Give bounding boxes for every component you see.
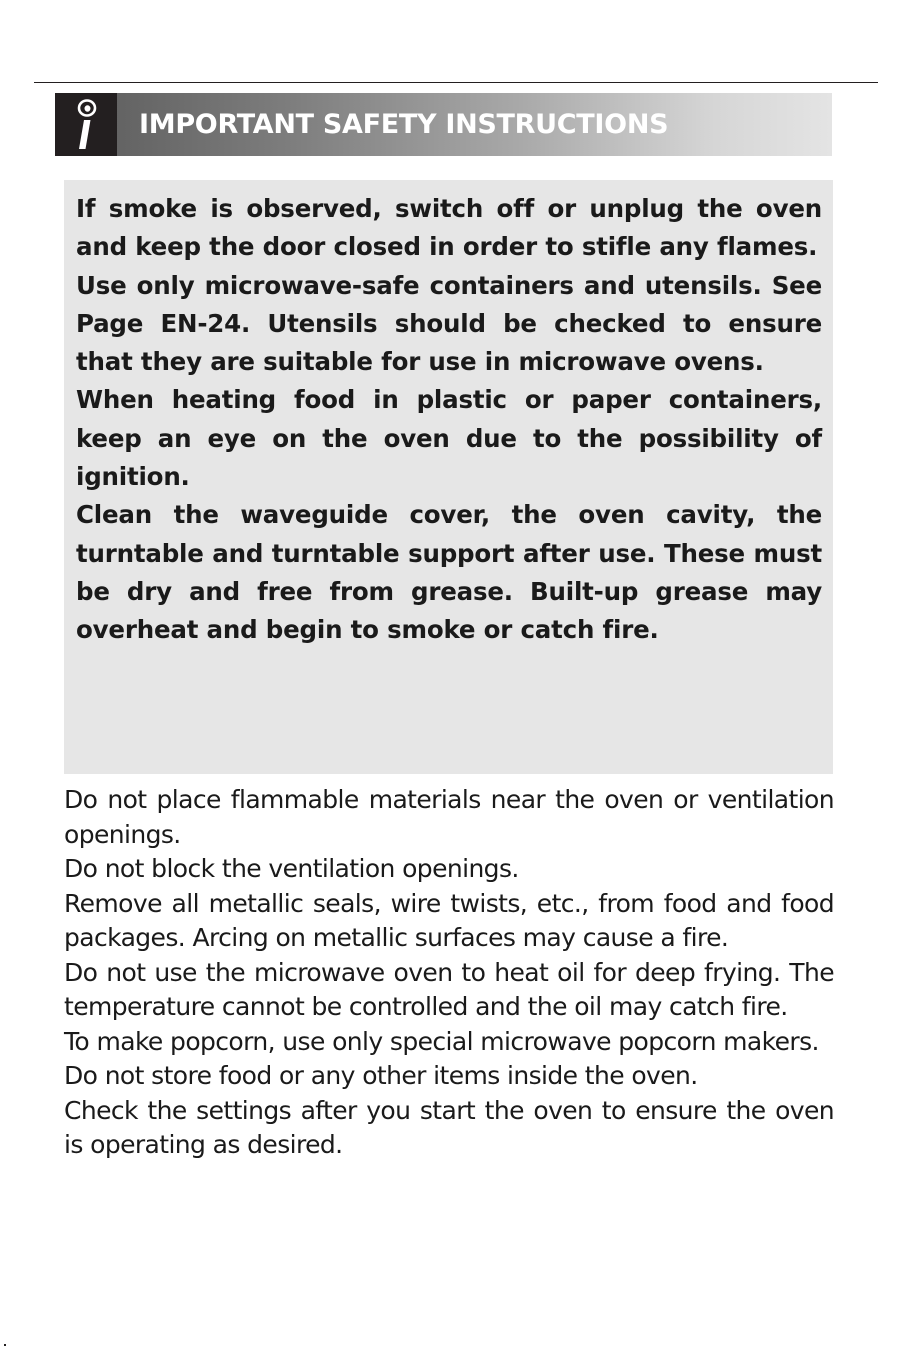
instruction-paragraph: Do not block the ventilation openings. [64, 854, 519, 883]
top-rule [34, 82, 878, 83]
instruction-paragraph: Check the settings after you start the oven to ensure the oven is operating as desired. [64, 1095, 834, 1159]
header-icon-box [55, 93, 117, 156]
instructions-list [64, 783, 834, 1163]
warning-paragraph: Use only microwave-safe containers and utensils. See Page EN-24. Utensils should be checked to ensure that they are suitable for use in microwave ovens. [76, 270, 822, 377]
section-header [55, 93, 832, 156]
info-i-icon [73, 99, 99, 151]
warning-paragraph: When heating food in plastic or paper containers, keep an eye on the oven due to the possibility of ignition. [76, 385, 822, 492]
warning-paragraph: If smoke is observed, switch off or unplug the oven and keep the door closed in order to stifle any flames. [76, 194, 822, 262]
warning-paragraph: Clean the waveguide cover, the oven cavity, the turntable and turntable support after use. These must be dry and free from grease. Built-up grease may overheat and begin to smoke or catch fire. [76, 500, 822, 645]
corner-mark [4, 1344, 6, 1346]
instruction-paragraph: Remove all metallic seals, wire twists, etc., from food and food packages. Arcing on metallic surfaces may cause a fire. [64, 888, 834, 952]
instruction-paragraph: Do not place flammable materials near the oven or ventilation openings. [64, 785, 834, 849]
warning-box [64, 180, 833, 774]
instruction-paragraph: Do not store food or any other items inside the oven. [64, 1061, 698, 1090]
page-title: IMPORTANT SAFETY INSTRUCTIONS [139, 109, 669, 140]
warning-text [76, 190, 822, 650]
instruction-paragraph: To make popcorn, use only special microwave popcorn makers. [64, 1026, 819, 1056]
instruction-paragraph: Do not use the microwave oven to heat oil for deep frying. The temperature cannot be controlled and the oil may catch fire. [64, 957, 834, 1021]
